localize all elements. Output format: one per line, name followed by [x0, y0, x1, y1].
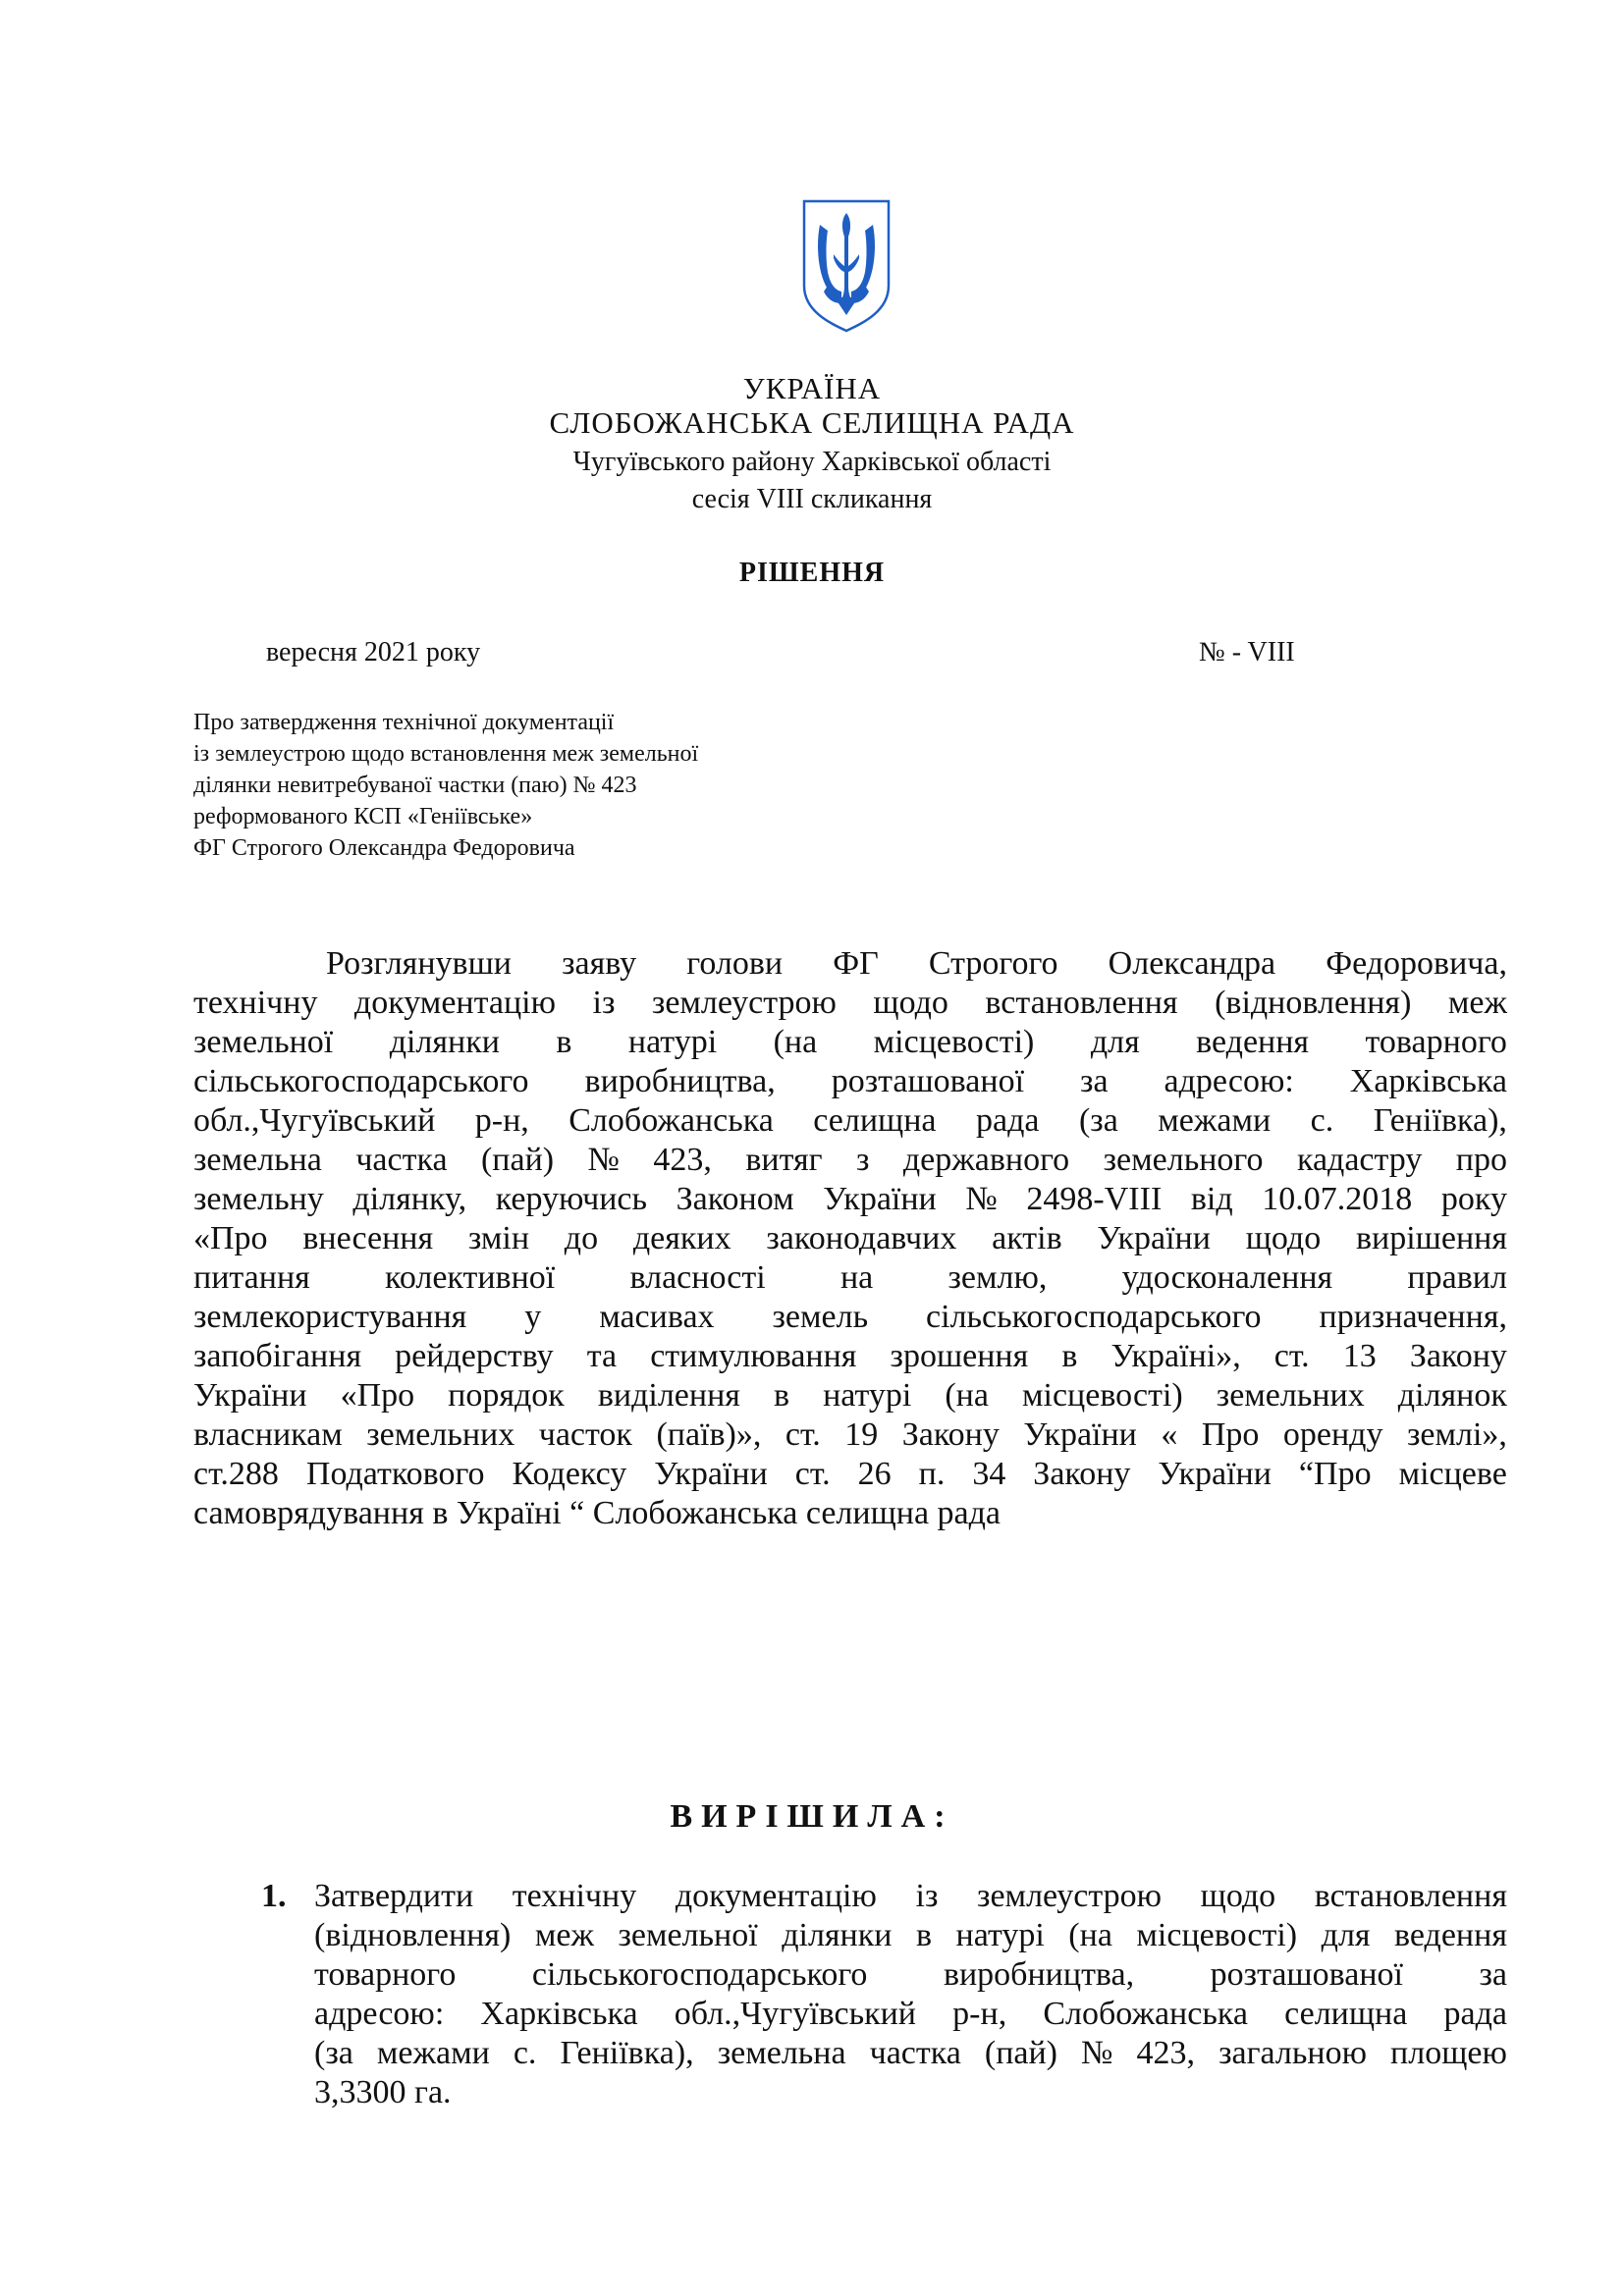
- body-line: [193, 1298, 1507, 1337]
- word: 26: [857, 1456, 892, 1492]
- word: України: [823, 1181, 937, 1217]
- word: (на: [773, 1024, 818, 1060]
- word: 423,: [653, 1142, 712, 1178]
- word: рейдерству: [395, 1338, 554, 1374]
- word: землі»,: [1406, 1416, 1507, 1453]
- word: актів: [992, 1220, 1062, 1256]
- word: України: [1023, 1416, 1137, 1453]
- word: власникам: [193, 1416, 343, 1453]
- word: п.: [918, 1456, 946, 1492]
- word: ст.: [794, 1456, 831, 1492]
- decision-date: вересня 2021 року: [266, 637, 481, 667]
- word: Геніївка),: [1373, 1102, 1507, 1139]
- word: Закону: [901, 1416, 1000, 1453]
- header-country: УКРАЇНА: [742, 371, 882, 405]
- word: масивах: [599, 1299, 715, 1335]
- header-council: СЛОБОЖАНСЬКА СЕЛИЩНА РАДА: [549, 405, 1075, 440]
- word: до: [564, 1220, 599, 1256]
- body-line: [193, 1415, 1507, 1455]
- word: (на: [1068, 1917, 1112, 1953]
- word: сільськогосподарського: [531, 1956, 868, 1993]
- word: в: [773, 1377, 790, 1414]
- word: в: [915, 1917, 933, 1953]
- word: землеустрою: [977, 1878, 1163, 1914]
- word: України: [1097, 1220, 1211, 1256]
- word: із: [592, 985, 616, 1021]
- body-line: [193, 1141, 1507, 1180]
- word: розташованої: [831, 1063, 1025, 1099]
- word: порядок: [448, 1377, 565, 1414]
- word: із: [915, 1878, 939, 1914]
- word: Закону: [1409, 1338, 1507, 1374]
- word: технічну: [193, 985, 318, 1021]
- word: “Про: [1298, 1456, 1372, 1492]
- word: виробництва,: [584, 1063, 776, 1099]
- word: запобігання: [193, 1338, 362, 1374]
- word: р-н,: [952, 1996, 1007, 2032]
- word: с.: [1310, 1102, 1334, 1139]
- word: стимулювання: [650, 1338, 857, 1374]
- word: 10.07.2018: [1262, 1181, 1413, 1217]
- word: земельних: [366, 1416, 515, 1453]
- word: 34: [972, 1456, 1006, 1492]
- document-title: РІШЕННЯ: [738, 558, 886, 588]
- word: законодавчих: [766, 1220, 957, 1256]
- word: за: [1080, 1063, 1109, 1099]
- word: ділянки: [389, 1024, 500, 1060]
- word: ділянок: [1397, 1377, 1507, 1414]
- word: Кодексу: [512, 1456, 627, 1492]
- word: місцевості): [1136, 1917, 1298, 1953]
- word: часток: [538, 1416, 632, 1453]
- word: земельної: [618, 1917, 758, 1953]
- word: виділення: [597, 1377, 740, 1414]
- word: України: [1158, 1456, 1272, 1492]
- word: про: [1455, 1142, 1507, 1178]
- word: (відновлення): [314, 1917, 512, 1953]
- word: ст.: [785, 1416, 821, 1453]
- word: (на: [945, 1377, 989, 1414]
- word: р-н,: [474, 1102, 529, 1139]
- word: межами: [376, 2035, 490, 2071]
- word: правил: [1407, 1259, 1507, 1296]
- word: в: [1061, 1338, 1078, 1374]
- word: та: [586, 1338, 618, 1374]
- word: внесення: [302, 1220, 434, 1256]
- subject-line: реформованого КСП «Геніївське»: [193, 804, 533, 829]
- body-line: [193, 1062, 1507, 1101]
- word: земельного: [1103, 1142, 1264, 1178]
- word: ділянки: [782, 1917, 893, 1953]
- word: товарного: [1365, 1024, 1507, 1060]
- word: земельна: [717, 2035, 846, 2071]
- word: земельна: [193, 1142, 322, 1178]
- subject-line: Про затвердження технічної документації: [193, 710, 615, 735]
- word: України: [193, 1377, 307, 1414]
- item-text: [314, 1877, 1507, 2112]
- word: технічну: [512, 1878, 637, 1914]
- word: (паїв)»,: [656, 1416, 762, 1453]
- word: (пай): [984, 2035, 1058, 2071]
- word: щодо: [1200, 1878, 1276, 1914]
- word: власності: [629, 1259, 766, 1296]
- body-line: [193, 1258, 1507, 1298]
- word: у: [524, 1299, 542, 1335]
- word: вирішення: [1355, 1220, 1507, 1256]
- word: обл.,Чугуївський: [674, 1996, 917, 2032]
- word: адресою:: [1164, 1063, 1294, 1099]
- word: частка: [869, 2035, 961, 2071]
- word: товарного: [314, 1956, 457, 1993]
- word: на: [839, 1259, 874, 1296]
- word: Податкового: [305, 1456, 485, 1492]
- word: Україні»,: [1110, 1338, 1241, 1374]
- decided-heading: ВИРІШИЛА:: [670, 1798, 954, 1835]
- word: в: [556, 1024, 572, 1060]
- word: колективної: [385, 1259, 556, 1296]
- item-line: [314, 1995, 1507, 2034]
- decision-subject: [193, 707, 698, 864]
- word: (пай): [480, 1142, 555, 1178]
- word: призначення,: [1319, 1299, 1507, 1335]
- word: №: [965, 1181, 998, 1217]
- word: селищна: [1284, 1996, 1408, 2032]
- word: витяг: [745, 1142, 823, 1178]
- word: меж: [1447, 985, 1507, 1021]
- subject-line: ФГ Строгого Олександра Федоровича: [193, 835, 575, 861]
- word: (відновлення): [1215, 985, 1412, 1021]
- body-line: [193, 1219, 1507, 1258]
- word: земельну: [193, 1181, 324, 1217]
- word: загальною: [1218, 2035, 1367, 2071]
- word: обл.,Чугуївський: [193, 1102, 436, 1139]
- word: ведення: [1196, 1024, 1310, 1060]
- word: для: [1090, 1024, 1140, 1060]
- word: з: [856, 1142, 870, 1178]
- word: межами: [1158, 1102, 1272, 1139]
- word: Харківська: [480, 1996, 638, 2032]
- word: голови: [686, 945, 784, 982]
- word: оренду: [1282, 1416, 1383, 1453]
- word: 19: [844, 1416, 879, 1453]
- word: виробництва,: [943, 1956, 1135, 1993]
- word: адресою:: [314, 1996, 445, 2032]
- word: Слобожанська: [568, 1102, 774, 1139]
- word: Розглянувши: [326, 945, 512, 982]
- word: земельних: [1216, 1377, 1365, 1414]
- body-line: самоврядування в Україні “ Слобожанська селищна рада: [193, 1495, 1001, 1531]
- word: Закону: [1033, 1456, 1131, 1492]
- word: встановлення: [1314, 1878, 1507, 1914]
- word: щодо: [1245, 1220, 1322, 1256]
- word: Затвердити: [314, 1878, 474, 1914]
- word: (за: [1078, 1102, 1118, 1139]
- word: №: [587, 1142, 620, 1178]
- item-line: [314, 2034, 1507, 2073]
- item-number: 1.: [261, 1878, 287, 1914]
- word: селищна: [813, 1102, 937, 1139]
- word: заяву: [562, 945, 637, 982]
- word: ст.288: [193, 1456, 279, 1492]
- word: місцевості): [873, 1024, 1035, 1060]
- word: земель: [772, 1299, 869, 1335]
- word: ФГ: [833, 945, 879, 982]
- word: Харківська: [1349, 1063, 1507, 1099]
- body-line: [193, 1101, 1507, 1141]
- word: Слобожанська: [1043, 1996, 1248, 2032]
- word: частка: [355, 1142, 448, 1178]
- word: «: [1161, 1416, 1178, 1453]
- word: зрошення: [890, 1338, 1029, 1374]
- word: сільськогосподарського: [926, 1299, 1262, 1335]
- word: України: [654, 1456, 768, 1492]
- body-line: [193, 1376, 1507, 1415]
- item-line: [314, 1877, 1507, 1916]
- word: землеустрою: [651, 985, 837, 1021]
- word: документацію: [675, 1878, 877, 1914]
- word: (за: [314, 2035, 353, 2071]
- word: ділянку,: [352, 1181, 467, 1217]
- word: державного: [902, 1142, 1070, 1178]
- subject-line: ділянки невитребуваної частки (паю) № 423: [193, 773, 637, 798]
- word: питання: [193, 1259, 310, 1296]
- body-line: [193, 944, 1507, 984]
- word: Про: [1201, 1416, 1260, 1453]
- word: Федоровича,: [1326, 945, 1507, 982]
- word: рада: [976, 1102, 1040, 1139]
- word: землекористування: [193, 1299, 467, 1335]
- word: натурі: [823, 1377, 912, 1414]
- word: натурі: [955, 1917, 1045, 1953]
- word: деяких: [632, 1220, 731, 1256]
- word: «Про: [193, 1220, 268, 1256]
- word: Олександра: [1108, 945, 1276, 982]
- body-line: [193, 1180, 1507, 1219]
- word: щодо: [873, 985, 948, 1021]
- word: удосконалення: [1121, 1259, 1333, 1296]
- word: місцевості): [1022, 1377, 1183, 1414]
- preamble-paragraph: [193, 944, 1507, 1533]
- body-line: [193, 1023, 1507, 1062]
- body-line: [193, 1337, 1507, 1376]
- word: документацію: [353, 985, 557, 1021]
- word: встановлення: [985, 985, 1178, 1021]
- word: для: [1321, 1917, 1371, 1953]
- word: 423,: [1136, 2035, 1196, 2071]
- word: натурі: [627, 1024, 718, 1060]
- word: земельної: [193, 1024, 334, 1060]
- item-line: [314, 1916, 1507, 1955]
- word: кадастру: [1296, 1142, 1423, 1178]
- word: місцеве: [1398, 1456, 1507, 1492]
- word: ведення: [1394, 1917, 1507, 1953]
- word: за: [1479, 1956, 1507, 1993]
- header-session: сесія VIII скликання: [691, 484, 933, 514]
- subject-line: із землеустрою щодо встановлення меж земельної: [193, 741, 699, 767]
- coat-of-arms-icon: [798, 195, 894, 336]
- word: змін: [467, 1220, 530, 1256]
- word: Законом: [676, 1181, 794, 1217]
- word: розташованої: [1210, 1956, 1403, 1993]
- word: сільськогосподарського: [193, 1063, 529, 1099]
- header-district: Чугуївського району Харківської області: [572, 447, 1052, 477]
- word: 2498-VIII: [1026, 1181, 1163, 1217]
- word: рада: [1443, 1996, 1507, 2032]
- word: року: [1440, 1181, 1507, 1217]
- word: площею: [1390, 2035, 1507, 2071]
- item-line: [314, 1955, 1507, 1995]
- word: 13: [1342, 1338, 1377, 1374]
- body-line: [193, 984, 1507, 1023]
- word: №: [1081, 2035, 1113, 2071]
- decision-number: № - VIII: [1199, 637, 1295, 667]
- body-line: [193, 1455, 1507, 1494]
- word: керуючись: [495, 1181, 648, 1217]
- word: меж: [534, 1917, 594, 1953]
- word: с.: [513, 2035, 537, 2071]
- word: Геніївка),: [560, 2035, 694, 2071]
- item-line: 3,3300 га.: [314, 2074, 452, 2110]
- word: землю,: [947, 1259, 1048, 1296]
- word: «Про: [340, 1377, 415, 1414]
- word: Строгого: [928, 945, 1058, 982]
- word: ст.: [1273, 1338, 1310, 1374]
- word: від: [1190, 1181, 1233, 1217]
